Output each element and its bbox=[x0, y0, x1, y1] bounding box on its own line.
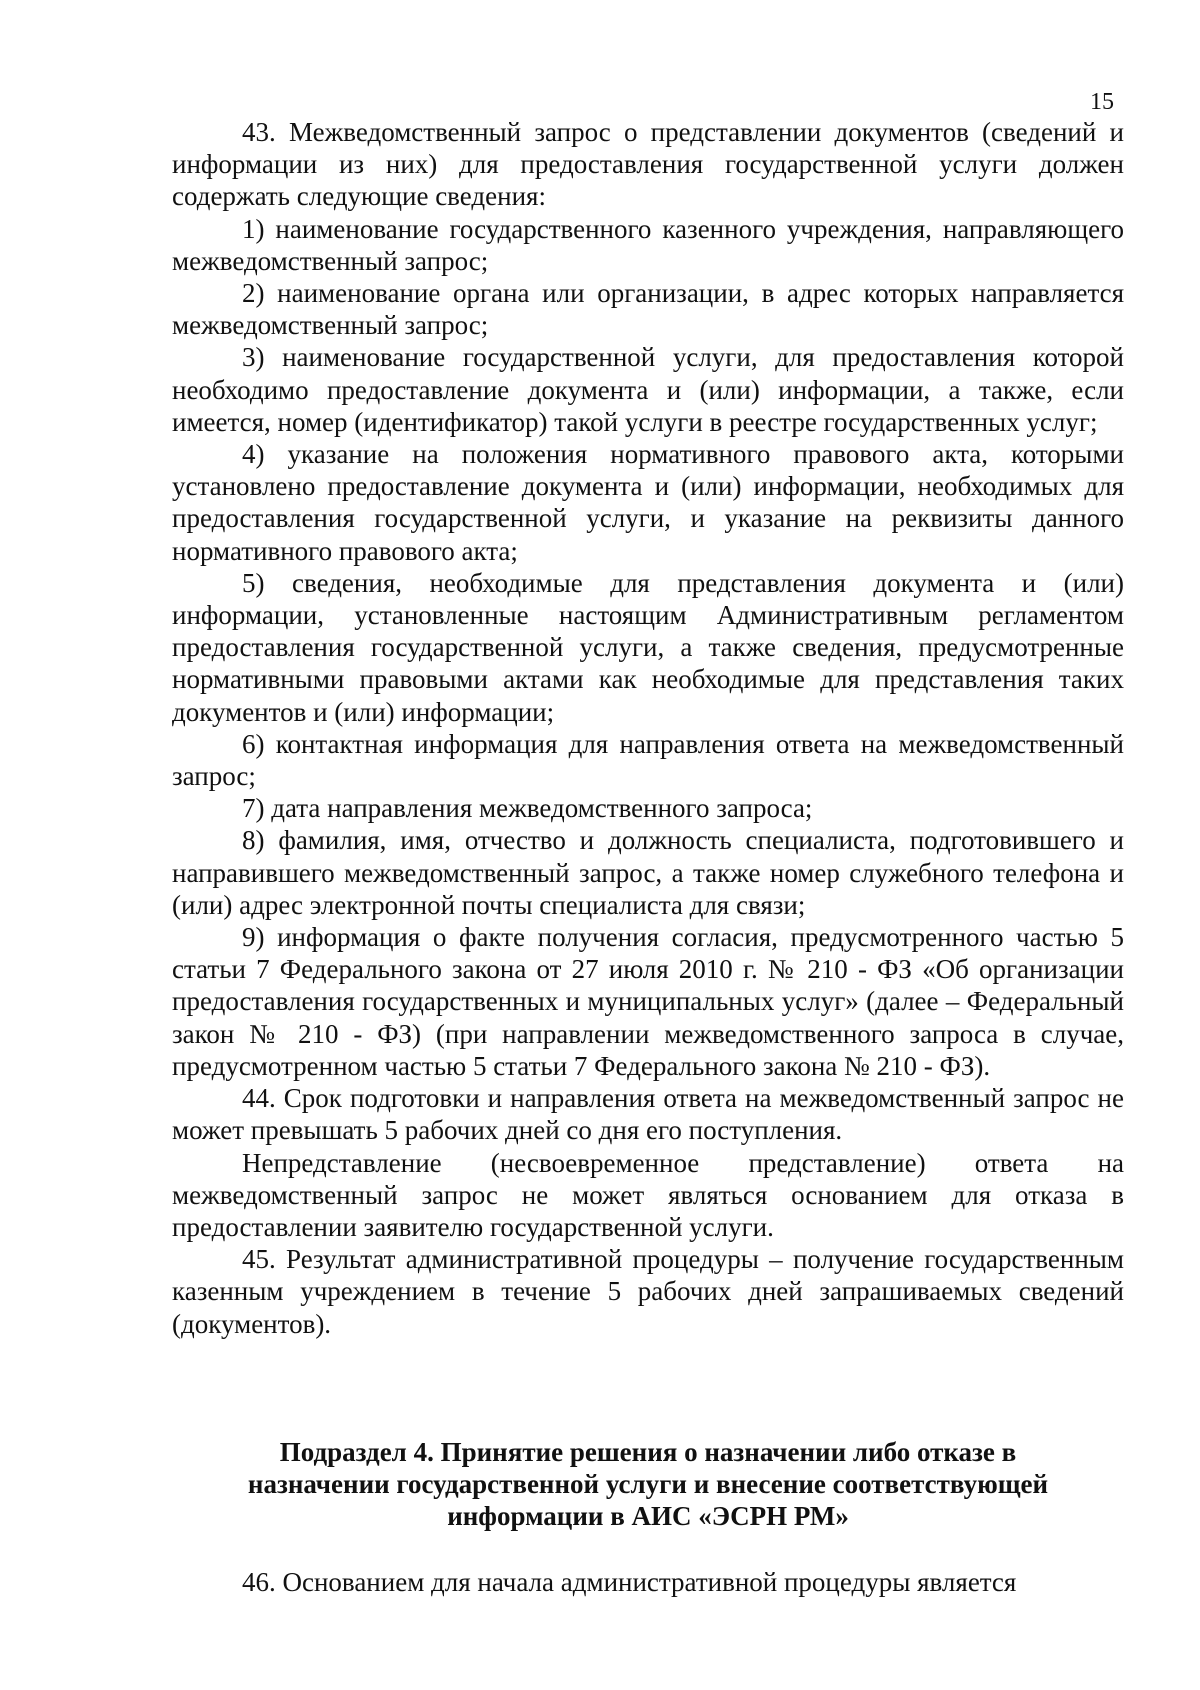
paragraph-nonsubmission: Непредставление (несвоевременное представление) ответа на межведомственный запрос не может являться основанием для отказа в предоставлении заявителю государственной услуги. bbox=[172, 1147, 1124, 1242]
paragraph-46-container bbox=[242, 1566, 1124, 1598]
list-item-6: 6) контактная информация для направления ответа на межведомственный запрос; bbox=[172, 728, 1124, 792]
list-item-1: 1) наименование государственного казенного учреждения, направляющего межведомственный запрос; bbox=[172, 213, 1124, 276]
paragraph-45: 45. Результат административной процедуры – получение государственным казенным учреждением в течение 5 рабочих дней запрашиваемых сведений (документов). bbox=[172, 1244, 1124, 1339]
list-item-8: 8) фамилия, имя, отчество и должность специалиста, подготовившего и направившего межведомственный запрос, а также номер служебного телефона и (или) адрес электронной почты специалиста для связи; bbox=[172, 825, 1124, 920]
paragraph-43: 43. Межведомственный запрос о представлении документов (сведений и информации из них) для предоставления государственной услуги должен содержать следующие сведения: bbox=[172, 117, 1124, 212]
paragraph-44: 44. Срок подготовки и направления ответа на межведомственный запрос не может превышать 5 рабочих дней со дня его поступления. bbox=[172, 1083, 1124, 1146]
page-number: 15 bbox=[1090, 89, 1114, 115]
document-body bbox=[172, 116, 1124, 1340]
paragraph-46: 46. Основанием для начала административной процедуры является bbox=[242, 1567, 1017, 1597]
list-item-4: 4) указание на положения нормативного правового акта, которыми установлено предоставление документа и (или) информации, необходимых для предоставления государственной услуги, и указание на реквизиты данного нормативного правового акта; bbox=[172, 439, 1124, 566]
subsection-heading-line-1: Подраздел 4. Принятие решения о назначении либо отказе в bbox=[279, 1437, 1017, 1467]
list-item-2: 2) наименование органа или организации, в адрес которых направляется межведомственный запрос; bbox=[172, 278, 1124, 341]
subsection-heading-line-2: назначении государственной услуги и внесение соответствующей bbox=[247, 1469, 1049, 1499]
subsection-heading-line-3: информации в АИС «ЭСРН РМ» bbox=[447, 1501, 849, 1531]
list-item-9: 9) информация о факте получения согласия, предусмотренного частью 5 статьи 7 Федерального закона от 27 июля 2010 г. № 210 - ФЗ «Об организации предоставления государственных и муниципальных услуг» (далее – Федеральный закон № 210 - ФЗ) (при направлении межведомственного запроса в случае, предусмотренном частью 5 статьи 7 Федерального закона № 210 - ФЗ). bbox=[172, 922, 1124, 1081]
subsection-heading bbox=[172, 1436, 1124, 1532]
list-item-7: 7) дата направления межведомственного запроса; bbox=[242, 793, 813, 824]
list-item-5: 5) сведения, необходимые для представления документа и (или) информации, установленные настоящим Административным регламентом предоставления государственной услуги, а также сведения, предусмотренные нормативными правовыми актами как необходимые для представления таких документов и (или) информации; bbox=[172, 567, 1124, 727]
list-item-3: 3) наименование государственной услуги, для предоставления которой необходимо предоставление документа и (или) информации, а также, если имеется, номер (идентификатор) такой услуги в реестре государственных услуг; bbox=[172, 342, 1124, 437]
